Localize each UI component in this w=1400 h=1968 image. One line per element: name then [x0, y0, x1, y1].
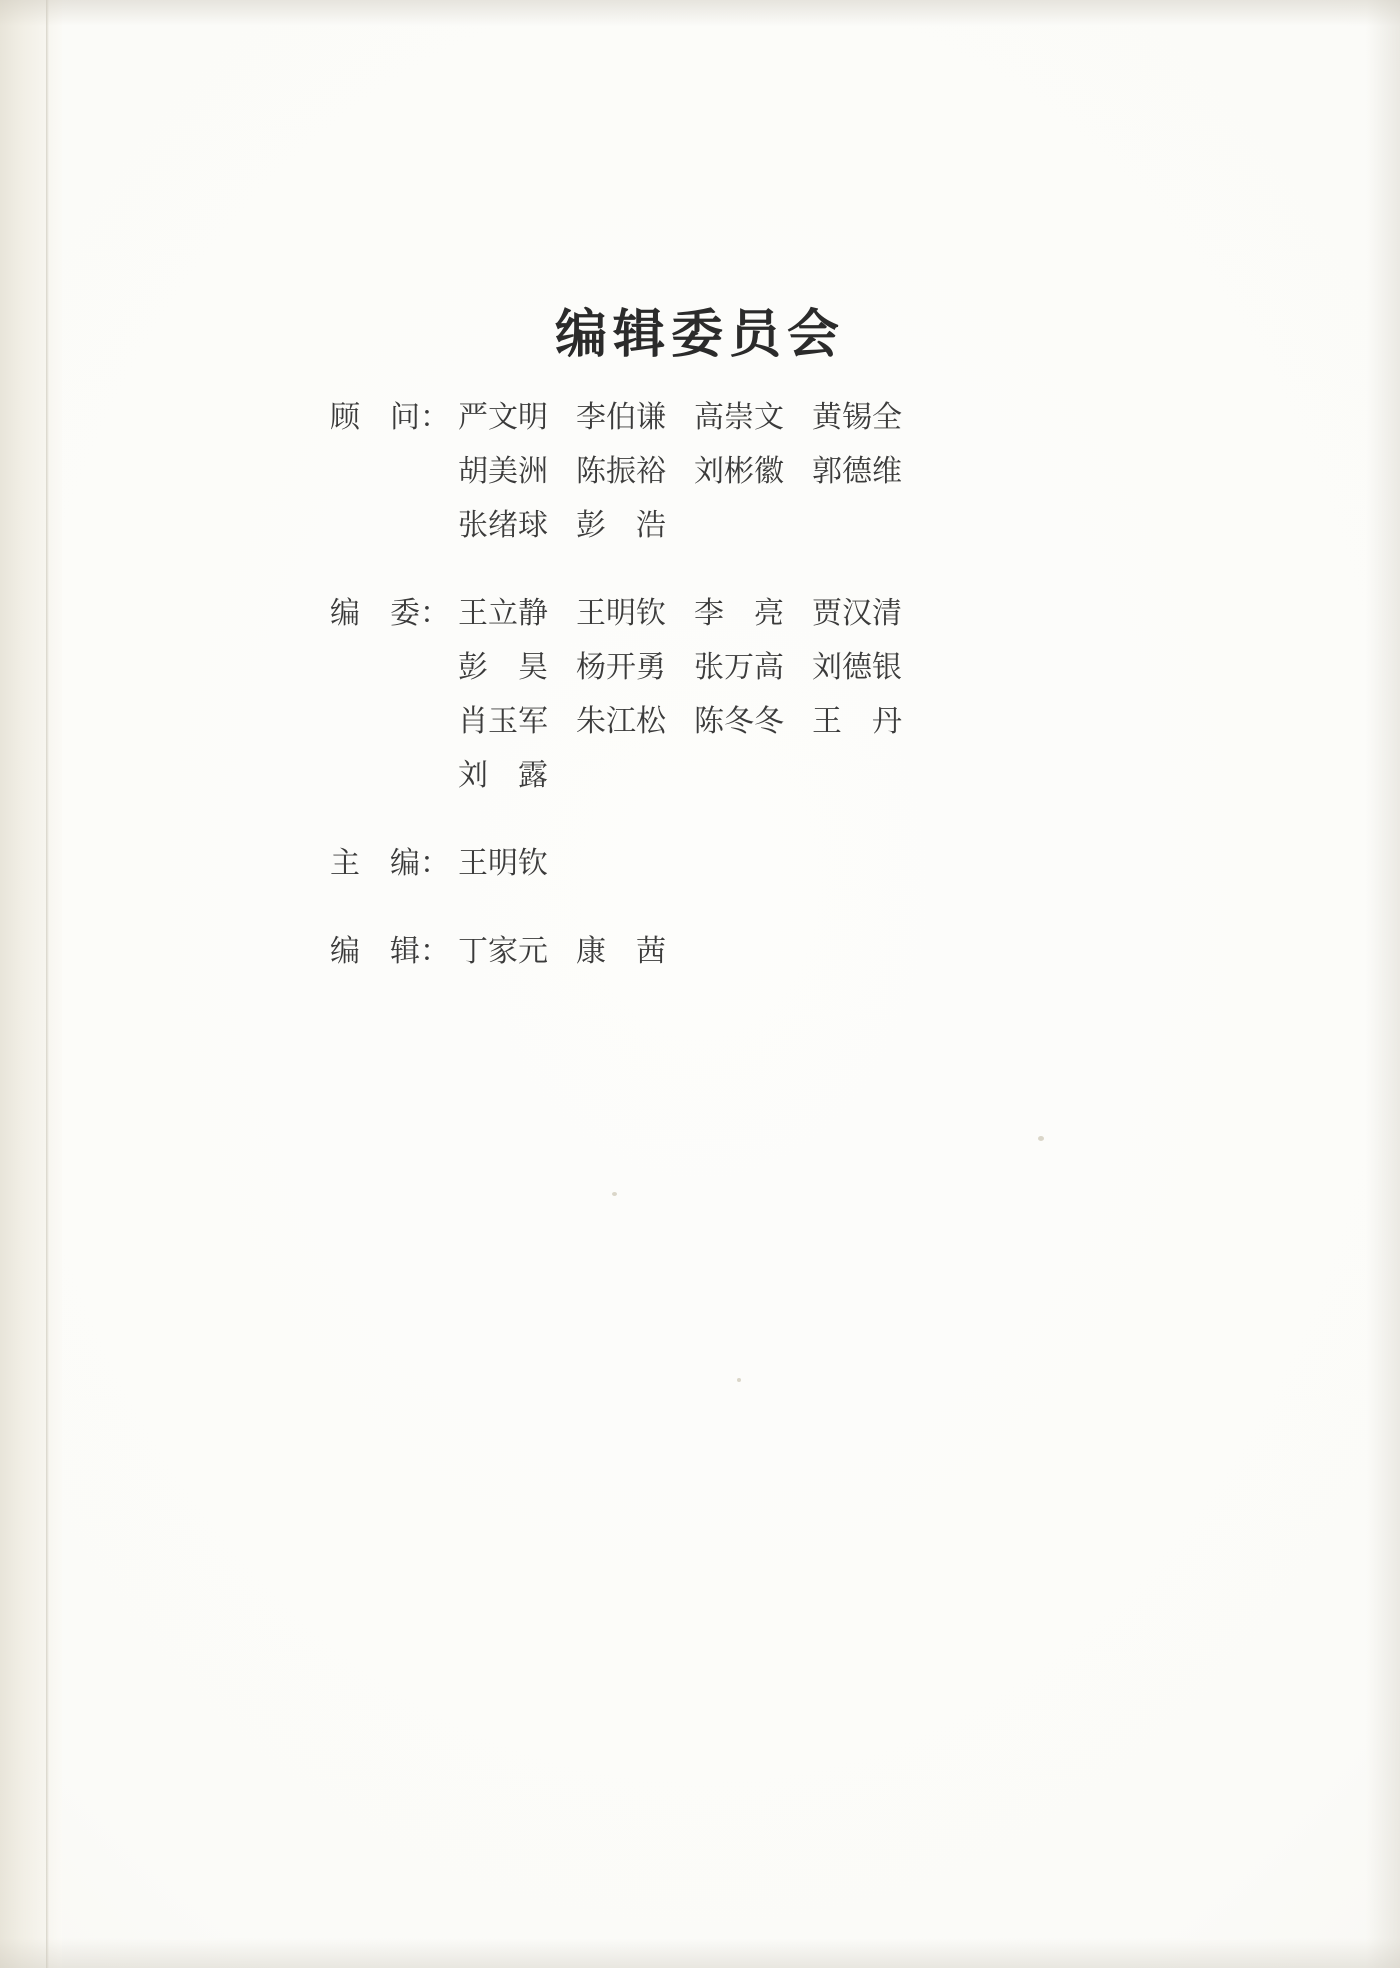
person-name: 陈振裕 [576, 454, 666, 489]
person-name: 王明钦 [576, 596, 666, 631]
person-name: 刘 露 [458, 758, 548, 793]
section-row [330, 392, 1090, 446]
person-name: 黄锡全 [812, 400, 902, 435]
person-name: 李伯谦 [576, 400, 666, 435]
person-name: 张绪球 [458, 508, 548, 543]
section-row [330, 696, 1090, 750]
person-name: 刘德银 [812, 650, 902, 685]
name-group [458, 588, 1090, 632]
person-name: 胡美洲 [458, 454, 548, 489]
person-name: 陈冬冬 [694, 704, 784, 739]
scan-speck [612, 1192, 617, 1196]
name-group [458, 642, 1090, 686]
section-editorial-members [330, 588, 1090, 804]
name-group [458, 392, 1090, 436]
section-editors [330, 926, 1090, 980]
person-name: 杨开勇 [576, 650, 666, 685]
name-group [458, 838, 1090, 882]
person-name: 王 丹 [812, 704, 902, 739]
person-name: 高崇文 [694, 400, 784, 435]
person-name: 张万高 [694, 650, 784, 685]
section-row [330, 588, 1090, 642]
person-name: 朱江松 [576, 704, 666, 739]
section-row [330, 642, 1090, 696]
scan-speck [1038, 1136, 1044, 1141]
person-name: 彭 浩 [576, 508, 666, 543]
section-row [330, 500, 1090, 554]
name-group [458, 500, 1090, 544]
name-group [458, 696, 1090, 740]
person-name: 贾汉清 [812, 596, 902, 631]
section-label: 主 编： [330, 846, 450, 881]
person-name: 李 亮 [694, 596, 784, 631]
person-name: 刘彬徽 [694, 454, 784, 489]
person-name: 丁家元 [458, 934, 548, 969]
scan-speck [737, 1378, 741, 1382]
section-row [330, 926, 1090, 980]
section-label: 编 委： [330, 596, 450, 631]
person-name: 彭 昊 [458, 650, 548, 685]
name-group [458, 750, 1090, 794]
section-label: 顾 问： [330, 400, 450, 435]
section-row [330, 838, 1090, 892]
person-name: 王明钦 [458, 846, 548, 881]
person-name: 王立静 [458, 596, 548, 631]
person-name: 康 茜 [576, 934, 666, 969]
editorial-board-list [330, 392, 1090, 1014]
section-row [330, 446, 1090, 500]
section-advisors [330, 392, 1090, 554]
name-group [458, 446, 1090, 490]
section-row [330, 750, 1090, 804]
name-group [458, 926, 1090, 970]
section-label: 编 辑： [330, 934, 450, 969]
page-title: 编辑委员会 [554, 304, 845, 365]
person-name: 肖玉军 [458, 704, 548, 739]
person-name: 严文明 [458, 400, 548, 435]
person-name: 郭德维 [812, 454, 902, 489]
section-chief-editor [330, 838, 1090, 892]
